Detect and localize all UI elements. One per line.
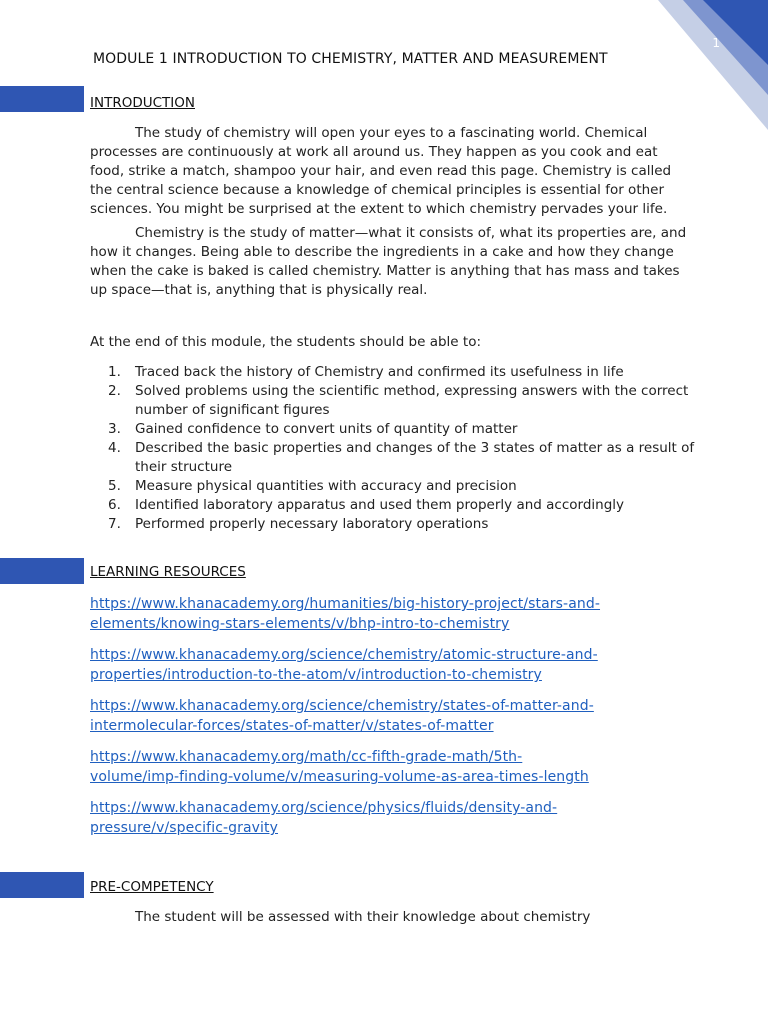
list-item: 7. Performed properly necessary laboratory operations — [108, 516, 489, 532]
learning-resources-links — [90, 594, 690, 849]
section-tab-learning-resources — [0, 558, 84, 584]
learning-resources-heading: LEARNING RESOURCES — [90, 564, 246, 580]
list-item: 5. Measure physical quantities with accuracy and precision — [108, 478, 517, 494]
introduction-paragraph-1: The study of chemistry will open your eyes to a fascinating world. Chemical processes are continuously at work all around us. They happen as you cook and eat food, strike a match, shampoo your hair, and even read this page. Chemistry is called the central science because a knowledge of chemical principles is essential for other sciences. You might be surprised at the extent to which chemistry pervades your life. — [90, 125, 672, 217]
section-tab-pre-competency — [0, 872, 84, 898]
introduction-heading: INTRODUCTION — [90, 95, 195, 111]
list-item: 4. Described the basic properties and changes of the 3 states of matter as a result of their structure — [108, 440, 695, 475]
module-title: MODULE 1 INTRODUCTION TO CHEMISTRY, MATTER AND MEASUREMENT — [93, 51, 608, 67]
resource-link-volume[interactable]: https://www.khanacademy.org/math/cc-fifth-grade-math/5th- volume/imp-finding-volume/v/measuring-volume-as-area-times-length — [90, 749, 589, 785]
resource-link-specific-gravity[interactable]: https://www.khanacademy.org/science/physics/fluids/density-and- pressure/v/specific-gravity — [90, 800, 558, 836]
page-number: 1 — [712, 36, 720, 50]
objectives-list — [108, 363, 698, 534]
resource-link-atom[interactable]: https://www.khanacademy.org/science/chemistry/atomic-structure-and- properties/introduction-to-the-atom/v/introduction-to-chemistry — [90, 647, 598, 683]
pre-competency-text: The student will be assessed with their knowledge about chemistry — [135, 909, 591, 925]
list-item: 6. Identified laboratory apparatus and used them properly and accordingly — [108, 497, 625, 513]
list-item: 3. Gained confidence to convert units of quantity of matter — [108, 421, 518, 437]
section-tab-introduction — [0, 86, 84, 112]
objectives-intro: At the end of this module, the students should be able to: — [90, 334, 482, 350]
introduction-paragraph-2: Chemistry is the study of matter—what it consists of, what its properties are, and how it changes. Being able to describe the ingredients in a cake and how they change when the cake is baked is called chemistry. Matter is anything that has mass and takes up space—that is, anything that is physically real. — [90, 225, 687, 298]
pre-competency-heading: PRE-COMPETENCY — [90, 879, 214, 895]
list-item: 1. Traced back the history of Chemistry and confirmed its usefulness in life — [108, 364, 624, 380]
resource-link-states-of-matter[interactable]: https://www.khanacademy.org/science/chemistry/states-of-matter-and- intermolecular-forces/states-of-matter/v/states-of-matter — [90, 698, 594, 734]
resource-link-big-history[interactable]: https://www.khanacademy.org/humanities/big-history-project/stars-and- elements/knowing-stars-elements/v/bhp-intro-to-chemistry — [90, 596, 601, 632]
list-item: 2. Solved problems using the scientific method, expressing answers with the correct number of significant figures — [108, 383, 689, 418]
